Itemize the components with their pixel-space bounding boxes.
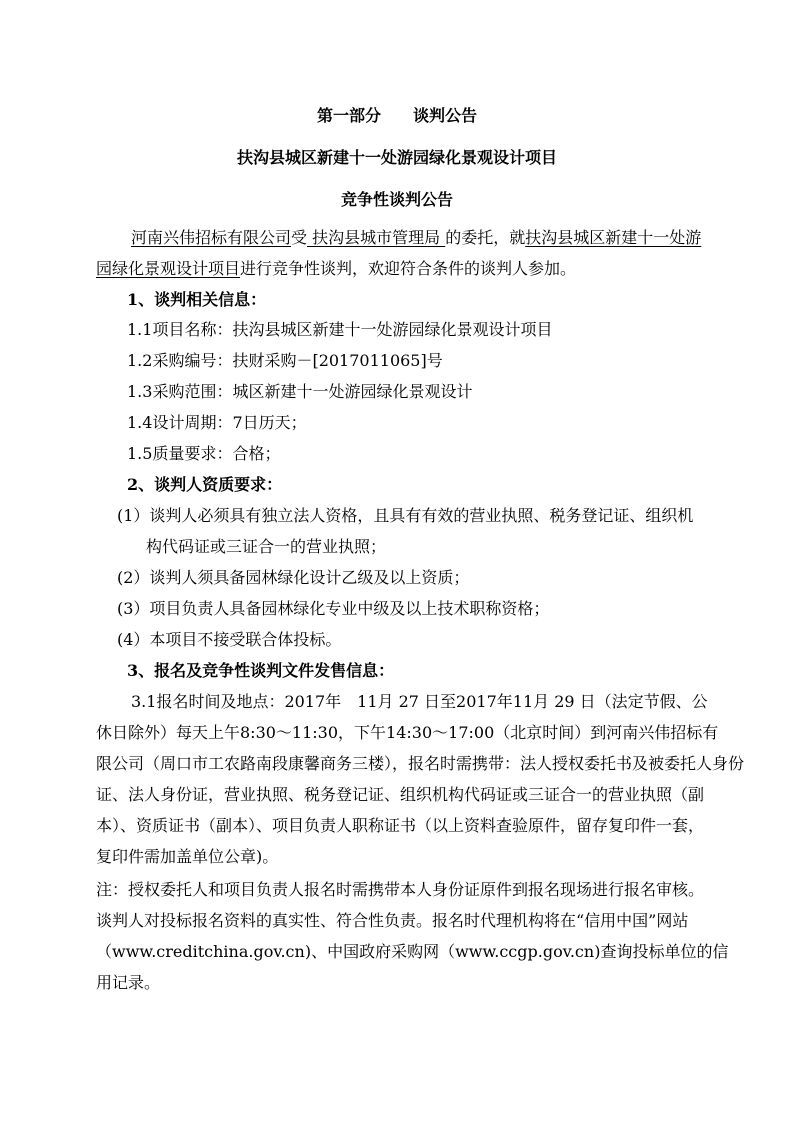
- principal-name: 扶沟县城市管理局: [307, 228, 446, 247]
- section2-item-2: (2）谈判人须具备园林绿化设计乙级及以上资质；: [117, 568, 470, 587]
- section2-item-1: (1）谈判人必须具有独立法人资格，且具有有效的营业执照、税务登记证、组织机: [117, 506, 694, 525]
- section1-item: 1.4设计周期：7日历天；: [127, 413, 307, 432]
- agency-name: 河南兴伟招标有限公司: [131, 228, 292, 247]
- section1-item: 1.2采购编号：扶财采购－[2017011065]号: [127, 351, 443, 370]
- note-line: 用记录。: [96, 973, 161, 992]
- section3-line: 休日除外）每天上午8:30～11:30，下午14:30～17:00（北京时间）到河南兴伟招标有: [96, 723, 719, 742]
- note-line: 注：授权委托人和项目负责人报名时需携带本人身份证原件到报名现场进行报名审核。: [96, 880, 705, 899]
- section1-item: 1.1项目名称：扶沟县城区新建十一处游园绿化景观设计项目: [127, 320, 553, 339]
- section3-line: 复印件需加盖单位公章)。: [96, 847, 279, 866]
- section3-line: 3.1报名时间及地点：2017年 11月 27 日至2017年11月 29 日（法定节假、公: [131, 692, 708, 711]
- project-name-part1: 扶沟县城区新建十一处游: [525, 228, 702, 247]
- section1-item: 1.5质量要求：合格；: [127, 444, 281, 463]
- note-line: （www.creditchina.gov.cn)、中国政府采购网（www.ccgp.gov.cn)查询投标单位的信: [96, 942, 729, 961]
- section2-heading: 2、谈判人资质要求：: [127, 475, 283, 494]
- section2-item-1-cont: 构代码证或三证合一的营业执照；: [146, 537, 387, 556]
- project-title: 扶沟县城区新建十一处游园绿化景观设计项目: [236, 148, 557, 167]
- section1-item: 1.3采购范围：城区新建十一处游园绿化景观设计: [127, 382, 473, 401]
- section2-item-4: (4）本项目不接受联合体投标。: [117, 630, 342, 649]
- part-title: 谈判公告: [413, 106, 478, 125]
- section1-heading: 1、谈判相关信息：: [127, 290, 267, 309]
- notice-title: 竞争性谈判公告: [340, 190, 453, 209]
- section3-line: 本）、资质证书（副本）、项目负责人职称证书（以上资料查验原件，留存复印件一套，: [96, 816, 705, 835]
- part-label: 第一部分: [316, 106, 381, 125]
- section2-item-3: (3）项目负责人具备园林绿化专业中级及以上技术职称资格；: [117, 599, 550, 618]
- part-heading: [0, 106, 794, 126]
- intro-line-1: 河南兴伟招标有限公司受 扶沟县城市管理局 的委托，就扶沟县城区新建十一处游: [131, 228, 702, 247]
- section3-heading: 3、报名及竞争性谈判文件发售信息：: [127, 661, 395, 680]
- note-line: 谈判人对投标报名资料的真实性、符合性负责。报名时代理机构将在“信用中国”网站: [96, 911, 689, 930]
- intro-line-2: 园绿化景观设计项目进行竞争性谈判，欢迎符合条件的谈判人参加。: [96, 259, 577, 278]
- section3-line: 证、法人身份证，营业执照、税务登记证、组织机构代码证或三证合一的营业执照（副: [96, 785, 705, 804]
- project-name-part2: 园绿化景观设计项目: [96, 259, 241, 278]
- section3-line: 限公司（周口市工农路南段康馨商务三楼），报名时需携带：法人授权委托书及被委托人身份: [96, 754, 745, 773]
